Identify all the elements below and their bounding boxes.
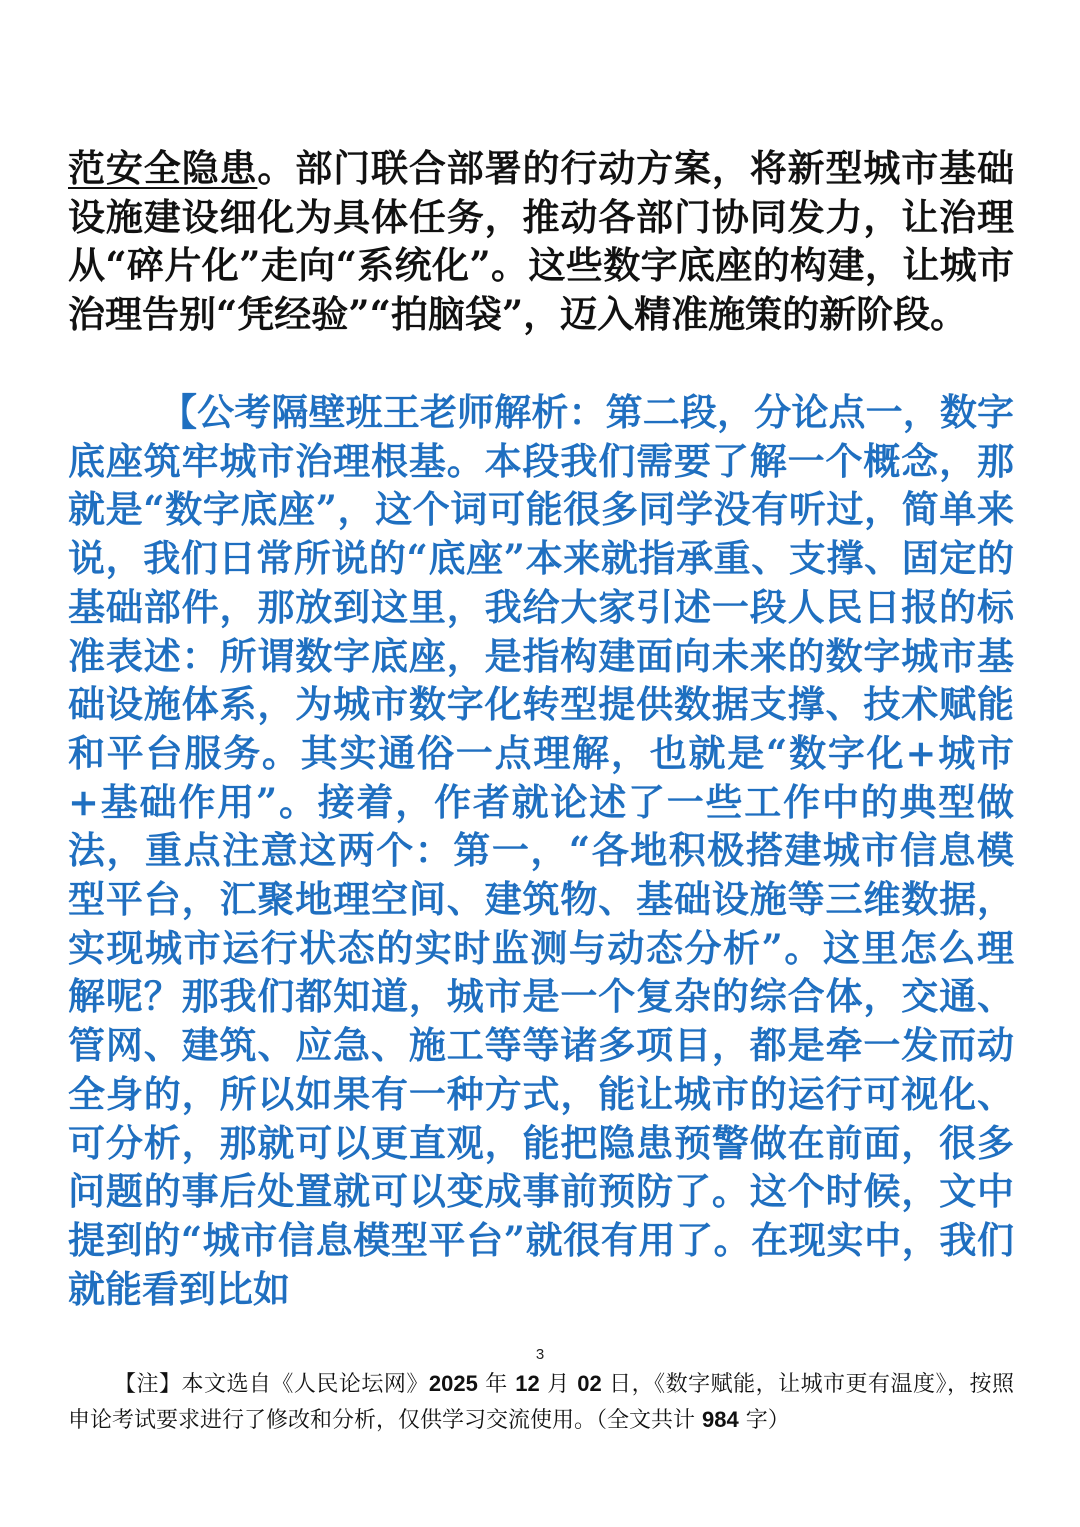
footnote-year: 2025: [428, 1371, 478, 1396]
footnote-prefix: 【注】本文选自《人民论坛网》: [114, 1372, 429, 1397]
underlined-phrase: 范安全隐患: [68, 146, 258, 190]
footnote-suffix: 字）: [738, 1408, 790, 1433]
footnote-month-unit: 月: [539, 1372, 578, 1397]
paragraph-body: 。部门联合部署的行动方案，将新型城市基础设施建设细化为具体任务，推动各部门协同发力，让治理从“碎片化”走向“系统化”。这些数字底座的构建，让城市治理告别“凭经验”“拍脑袋”，迈入精准施策的新阶段。: [68, 146, 1014, 337]
page-number: 3: [535, 1346, 545, 1363]
footnote-year-unit: 年: [477, 1372, 516, 1397]
analysis-paragraph: 【公考隔壁班王老师解析：第二段，分论点一，数字底座筑牢城市治理根基。本段我们需要了解一个概念，那就是“数字底座”，这个词可能很多同学没有听过，简单来说，我们日常所说的“底座”本来就指承重、支撑、固定的基础部件，那放到这里，我给大家引述一段人民日报的标准表述：所谓数字底座，是指构建面向未来的数字城市基础设施体系，为城市数字化转型提供数据支撑、技术赋能和平台服务。其实通俗一点理解，也就是“数字化+城市+基础作用”。接着，作者就论述了一些工作中的典型做法，重点注意这两个：第一，“各地积极搭建城市信息模型平台，汇聚地理空间、建筑物、基础设施等三维数据，实现城市运行状态的实时监测与动态分析”。这里怎么理解呢？那我们都知道，城市是一个复杂的综合体，交通、管网、建筑、应急、施工等等诸多项目，都是牵一发而动全身的，所以如果有一种方式，能让城市的运行可视化、可分析，那就可以更直观，能把隐患预警做在前面，很多问题的事后处置就可以变成事前预防了。这个时候，文中提到的“城市信息模型平台”就很有用了。在现实中，我们就能看到比如: [68, 390, 1014, 1311]
footnote-day: 02: [577, 1371, 602, 1396]
footnote-word-count: 984: [702, 1407, 739, 1432]
footnote-month: 12: [515, 1371, 540, 1396]
footnote: [68, 1366, 1014, 1438]
article-paragraph: [68, 144, 1014, 339]
footnote-middle: 日，《数字赋能，让城市更有温度》，按照申论考试要求进行了修改和分析，仅供学习交流使用。（全文共计: [68, 1372, 1014, 1433]
